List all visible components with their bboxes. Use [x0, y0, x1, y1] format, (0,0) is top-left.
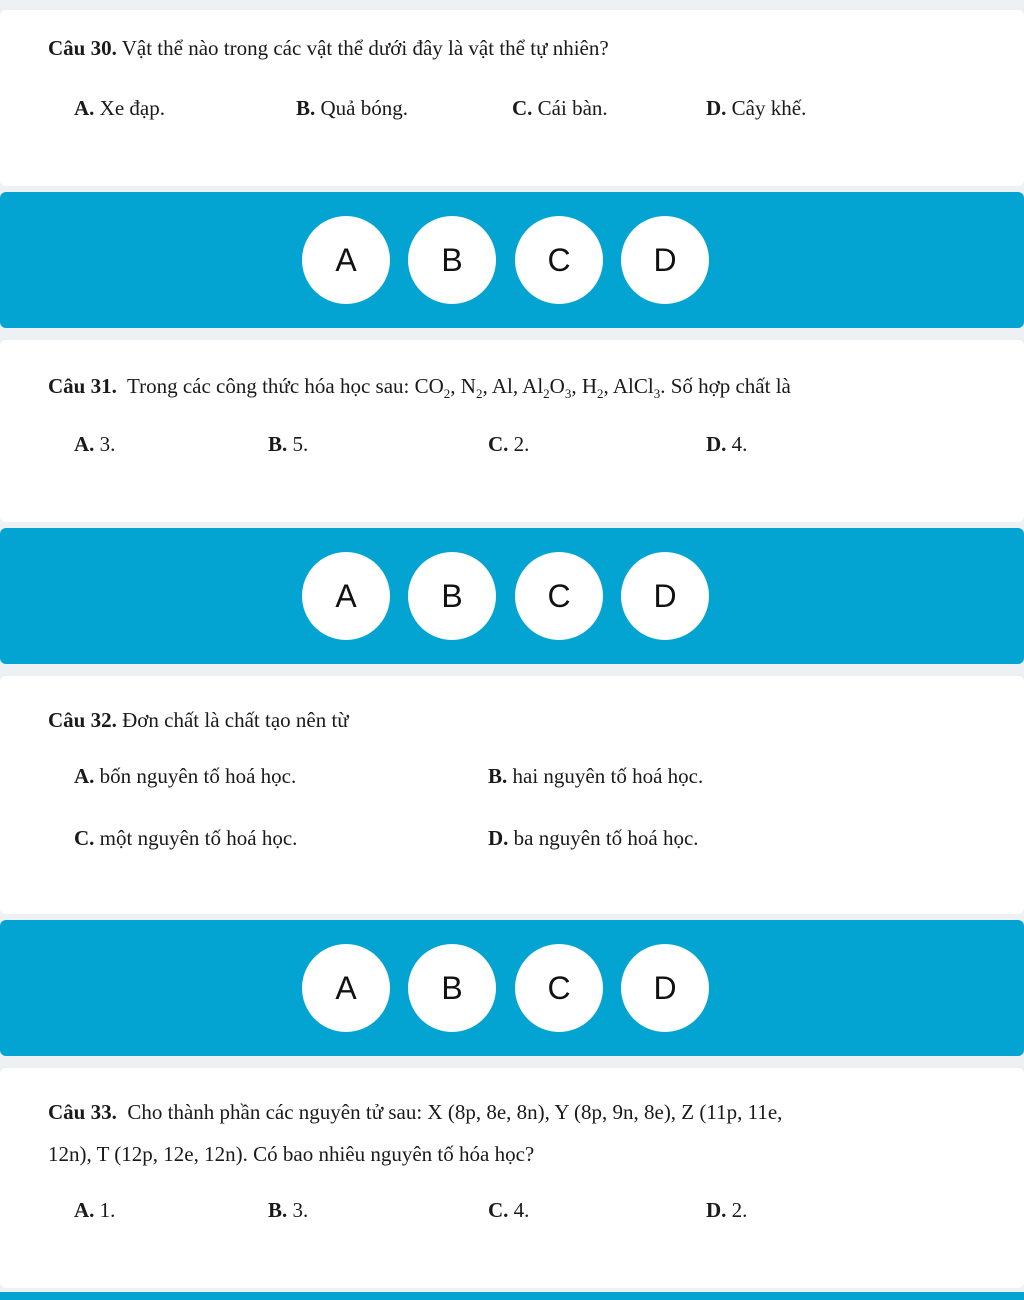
question-33-option-a: A. 1. — [74, 1198, 116, 1222]
answer-30-c-button[interactable]: C — [515, 216, 603, 304]
question-30-option-b: B. Quả bóng. — [296, 96, 409, 120]
answer-30-a-button[interactable]: A — [302, 216, 390, 304]
formula-n2: $N_2$ — [460, 374, 483, 402]
question-33-option-c: C. 4. — [488, 1198, 530, 1222]
answer-32-d-button[interactable]: D — [621, 944, 709, 1032]
formula-alcl3: AlCl$_3$ — [612, 374, 661, 402]
question-card-30 — [0, 10, 1024, 186]
question-32-option-d: D. ba nguyên tố hoá học. — [488, 826, 699, 850]
answer-31-d-button[interactable]: D — [621, 552, 709, 640]
question-33-title-line-1: Câu 33. Cho thành phần các nguyên tử sau: X (8p, 8e, 8n), Y (8p, 9n, 8e), Z (11p, 11e, — [48, 1100, 783, 1124]
formula-h2: $H_2$ — [581, 374, 604, 402]
answer-31-a-button[interactable]: A — [302, 552, 390, 640]
question-32-option-c: C. một nguyên tố hoá học. — [74, 826, 298, 850]
question-31-option-d: D. 4. — [706, 432, 748, 456]
question-30-option-c: C. Cái bàn. — [512, 96, 608, 120]
question-33-option-d: D. 2. — [706, 1198, 748, 1222]
question-30-option-d: D. Cây khế. — [706, 96, 807, 120]
question-33-title-line-2: 12n), T (12p, 12e, 12n). Có bao nhiêu nguyên tố hóa học? — [48, 1142, 535, 1166]
answer-32-a-button[interactable]: A — [302, 944, 390, 1032]
question-32-option-a: A. bốn nguyên tố hoá học. — [74, 764, 297, 788]
answer-bar-33-top-edge — [0, 1292, 1024, 1300]
answer-bar-30 — [0, 192, 1024, 328]
answer-32-c-button[interactable]: C — [515, 944, 603, 1032]
question-33-option-b: B. 3. — [268, 1198, 309, 1222]
formula-al: Al — [491, 374, 513, 398]
answer-bar-31 — [0, 528, 1024, 664]
question-31-title: Câu 31. Trong các công thức hóa học sau: $CO_2$, $N_2$, Al, $Al_2O_3$, $H_2$, AlCl$_3$. Số hợp chất là — [48, 374, 791, 402]
question-31-option-c: C. 2. — [488, 432, 530, 456]
question-30-option-a: A. Xe đạp. — [74, 96, 165, 120]
question-card-32 — [0, 676, 1024, 914]
question-card-31 — [0, 340, 1024, 522]
question-31-option-a: A. 3. — [74, 432, 116, 456]
question-30-title: Câu 30. Vật thể nào trong các vật thể dưới đây là vật thể tự nhiên? — [48, 36, 609, 60]
question-card-33 — [0, 1068, 1024, 1288]
question-31-option-b: B. 5. — [268, 432, 309, 456]
answer-bar-32 — [0, 920, 1024, 1056]
formula-co2: $CO_2$ — [414, 374, 451, 402]
answer-31-b-button[interactable]: B — [408, 552, 496, 640]
answer-30-b-button[interactable]: B — [408, 216, 496, 304]
question-32-option-b: B. hai nguyên tố hoá học. — [488, 764, 704, 788]
answer-31-c-button[interactable]: C — [515, 552, 603, 640]
formula-al2o3: $Al_2O_3$ — [522, 374, 572, 402]
question-32-title: Câu 32. Đơn chất là chất tạo nên từ — [48, 708, 349, 732]
answer-30-d-button[interactable]: D — [621, 216, 709, 304]
answer-32-b-button[interactable]: B — [408, 944, 496, 1032]
